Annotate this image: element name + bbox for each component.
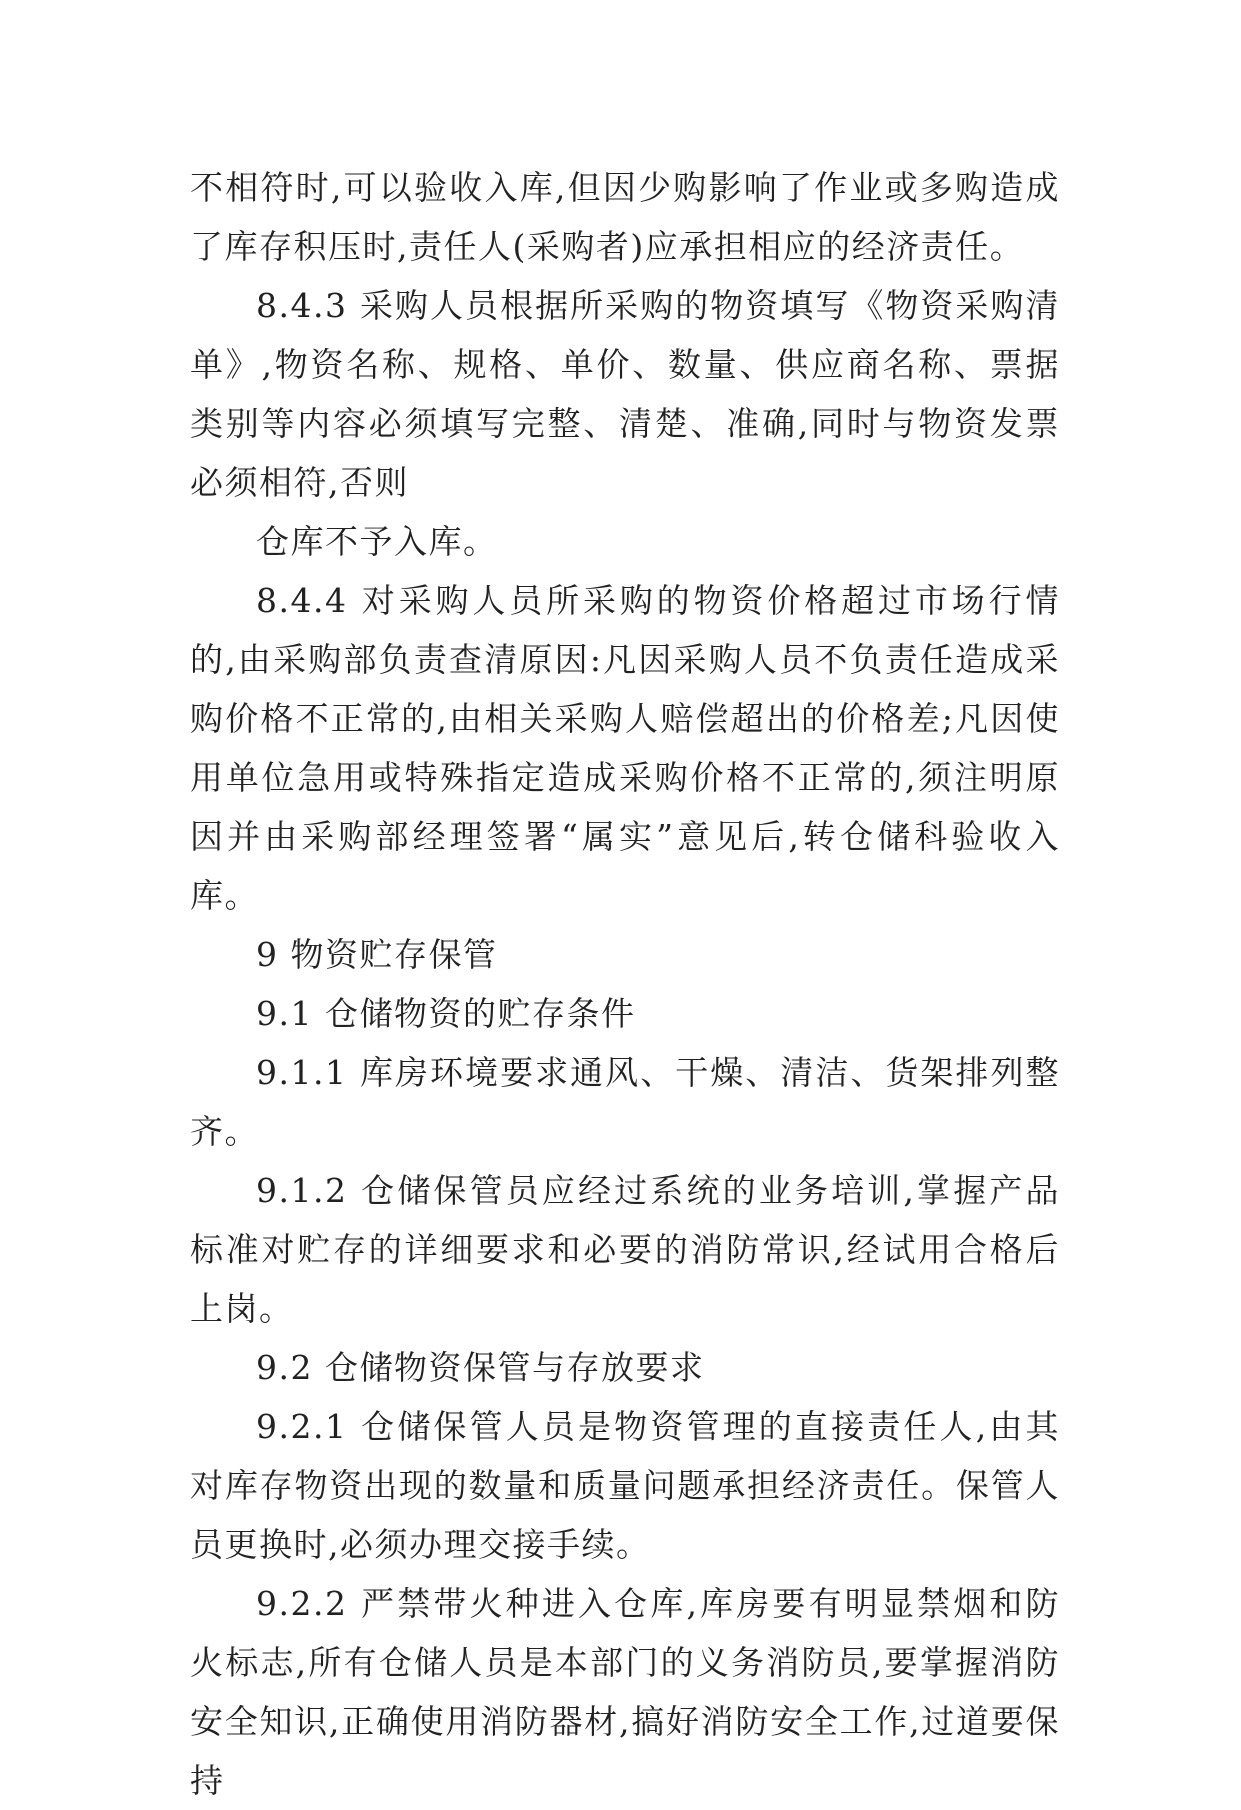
paragraph-9-2-1: 9.2.1 仓储保管人员是物资管理的直接责任人,由其对库存物资出现的数量和质量问题承担经济责任。保管人员更换时,必须办理交接手续。 xyxy=(190,1407,1060,1564)
paragraph-9-1-1: 9.1.1 库房环境要求通风、干燥、清洁、货架排列整齐。 xyxy=(190,1053,1060,1151)
document-body xyxy=(190,158,1060,1810)
heading-9-1: 9.1 仓储物资的贮存条件 xyxy=(256,994,636,1033)
paragraph-continuation: 不相符时,可以验收入库,但因少购影响了作业或多购造成了库存积压时,责任人(采购者)应承担相应的经济责任。 xyxy=(190,168,1060,266)
paragraph-8-4-4: 8.4.4 对采购人员所采购的物资价格超过市场行情的,由采购部负责查清原因:凡因采购人员不负责任造成采购价格不正常的,由相关采购人赔偿超出的价格差;凡因使用单位急用或特殊指定造成采购价格不正常的,须注明原因并由采购部经理签署“属实”意见后,转仓储科验收入库。 xyxy=(190,581,1060,915)
paragraph-9-2-2: 9.2.2 严禁带火种进入仓库,库房要有明显禁烟和防火标志,所有仓储人员是本部门的义务消防员,要掌握消防安全知识,正确使用消防器材,搞好消防安全工作,过道要保持 xyxy=(190,1584,1060,1800)
paragraph-warehouse-refusal: 仓库不予入库。 xyxy=(256,522,498,561)
heading-9: 9 物资贮存保管 xyxy=(256,935,498,974)
paragraph-8-4-3: 8.4.3 采购人员根据所采购的物资填写《物资采购清单》,物资名称、规格、单价、数量、供应商名称、票据类别等内容必须填写完整、清楚、准确,同时与物资发票必须相符,否则 xyxy=(190,286,1060,502)
heading-9-2: 9.2 仓储物资保管与存放要求 xyxy=(256,1348,705,1387)
paragraph-9-1-2: 9.1.2 仓储保管员应经过系统的业务培训,掌握产品标准对贮存的详细要求和必要的消防常识,经试用合格后上岗。 xyxy=(190,1171,1060,1328)
